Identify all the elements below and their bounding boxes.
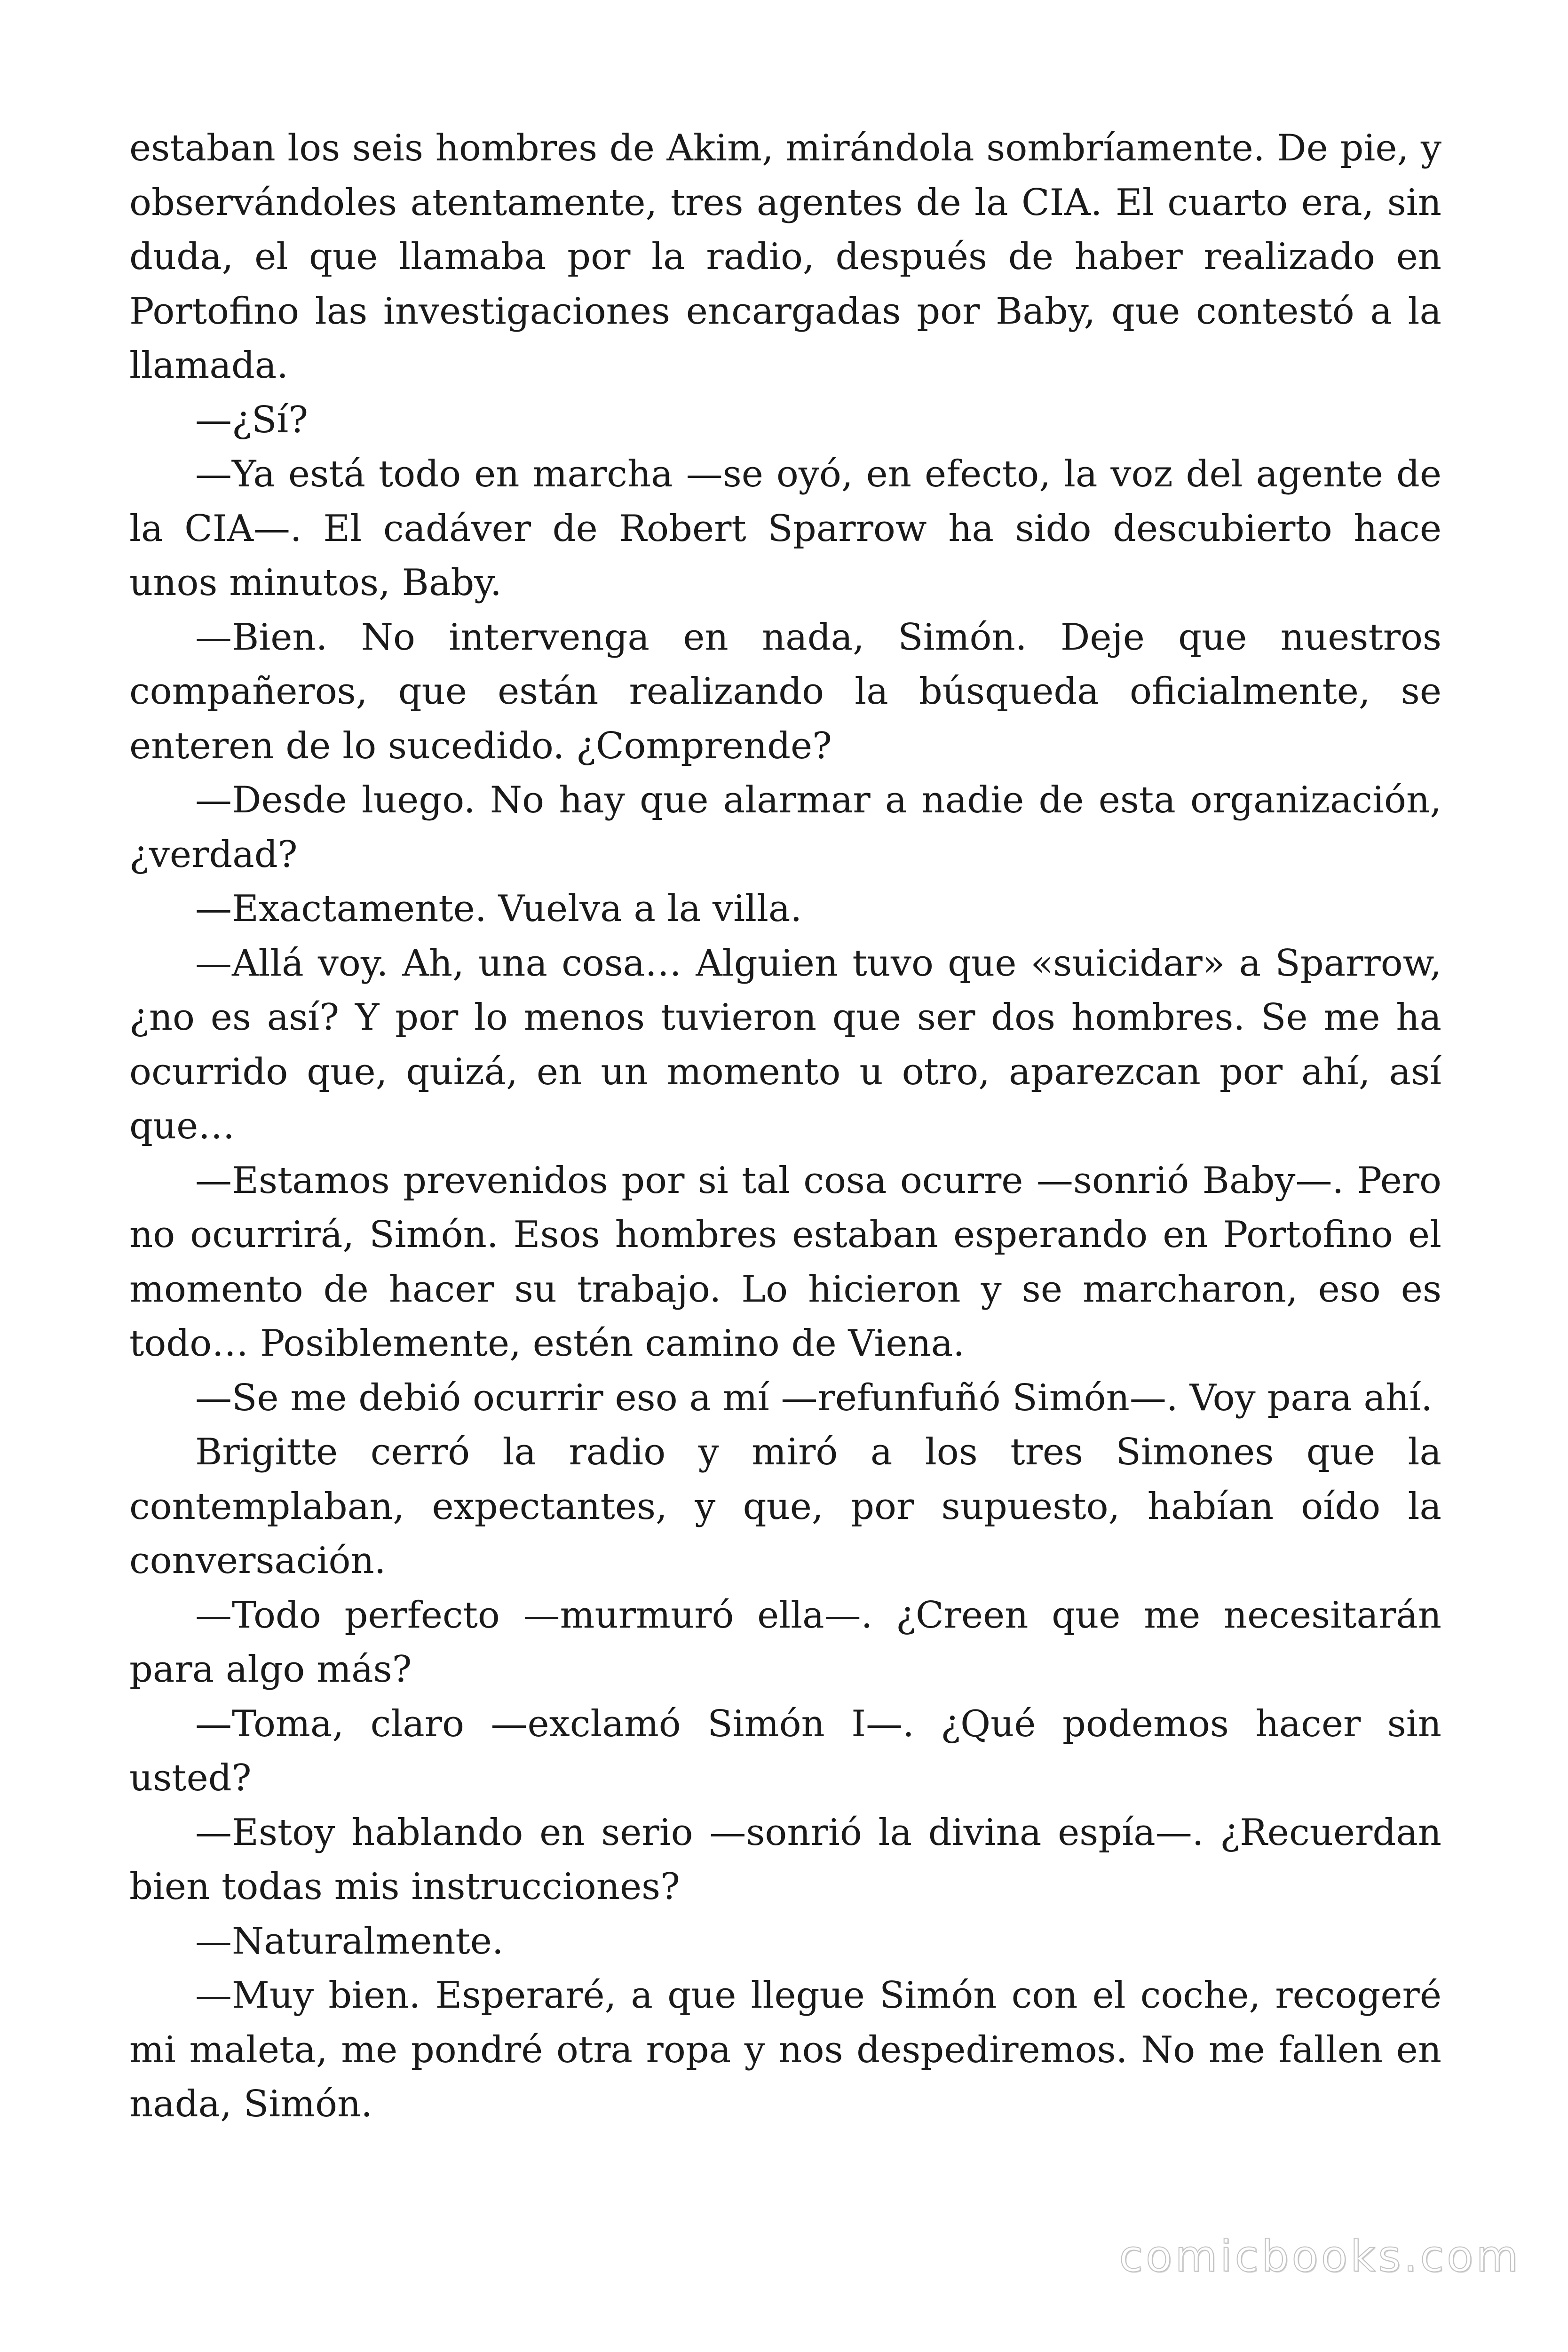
dialogue-paragraph: —Allá voy. Ah, una cosa… Alguien tuvo que «suicidar» a Sparrow, ¿no es así? Y por lo menos tuvieron que ser dos hombres. Se me ha ocurrido que, quizá, en un momento u otro, aparezcan por ahí, así que… (129, 942, 1441, 1147)
dialogue-paragraph: —Naturalmente. (195, 1920, 504, 1963)
dialogue-paragraph: —Exactamente. Vuelva a la villa. (195, 888, 802, 930)
site-watermark: comicbooks.com (1119, 2231, 1521, 2281)
dialogue-paragraph: —¿Sí? (195, 398, 309, 441)
dialogue-paragraph: —Bien. No intervenga en nada, Simón. Deje que nuestros compañeros, que están realizando la búsqueda oficialmente, se enteren de lo sucedido. ¿Comprende? (129, 616, 1441, 767)
paragraph-continuation: estaban los seis hombres de Akim, mirándola sombríamente. De pie, y observándoles atentamente, tres agentes de la CIA. El cuarto era, sin duda, el que llamaba por la radio, después de haber realizado en Portofino las investigaciones encargadas por Baby, que contestó a la llamada. (129, 127, 1441, 387)
dialogue-paragraph: —Se me debió ocurrir eso a mí —refunfuñó Simón—. Voy para ahí. (195, 1376, 1433, 1419)
dialogue-paragraph: —Estoy hablando en serio —sonrió la divina espía—. ¿Recuerdan bien todas mis instrucciones? (129, 1811, 1441, 1908)
dialogue-paragraph: —Estamos prevenidos por si tal cosa ocurre —sonrió Baby—. Pero no ocurrirá, Simón. Esos hombres estaban esperando en Portofino el momento de hacer su trabajo. Lo hicieron y se marcharon, eso es todo… Posiblemente, estén camino de Viena. (129, 1159, 1441, 1365)
dialogue-paragraph: —Ya está todo en marcha —se oyó, en efecto, la voz del agente de la CIA—. El cadáver de Robert Sparrow ha sido descubierto hace unos minutos, Baby. (129, 453, 1441, 604)
narrative-paragraph: Brigitte cerró la radio y miró a los tres Simones que la contemplaban, expectantes, y que, por supuesto, habían oído la conversación. (129, 1431, 1441, 1582)
dialogue-paragraph: —Todo perfecto —murmuró ella—. ¿Creen que me necesitarán para algo más? (129, 1594, 1441, 1691)
dialogue-paragraph: —Muy bien. Esperaré, a que llegue Simón con el coche, recogeré mi maleta, me pondré otra ropa y nos despediremos. No me fallen en nada, Simón. (129, 1974, 1441, 2125)
dialogue-paragraph: —Toma, claro —exclamó Simón I—. ¿Qué podemos hacer sin usted? (129, 1702, 1441, 1799)
book-page-text (129, 121, 1441, 2132)
dialogue-paragraph: —Desde luego. No hay que alarmar a nadie de esta organización, ¿verdad? (129, 779, 1441, 876)
